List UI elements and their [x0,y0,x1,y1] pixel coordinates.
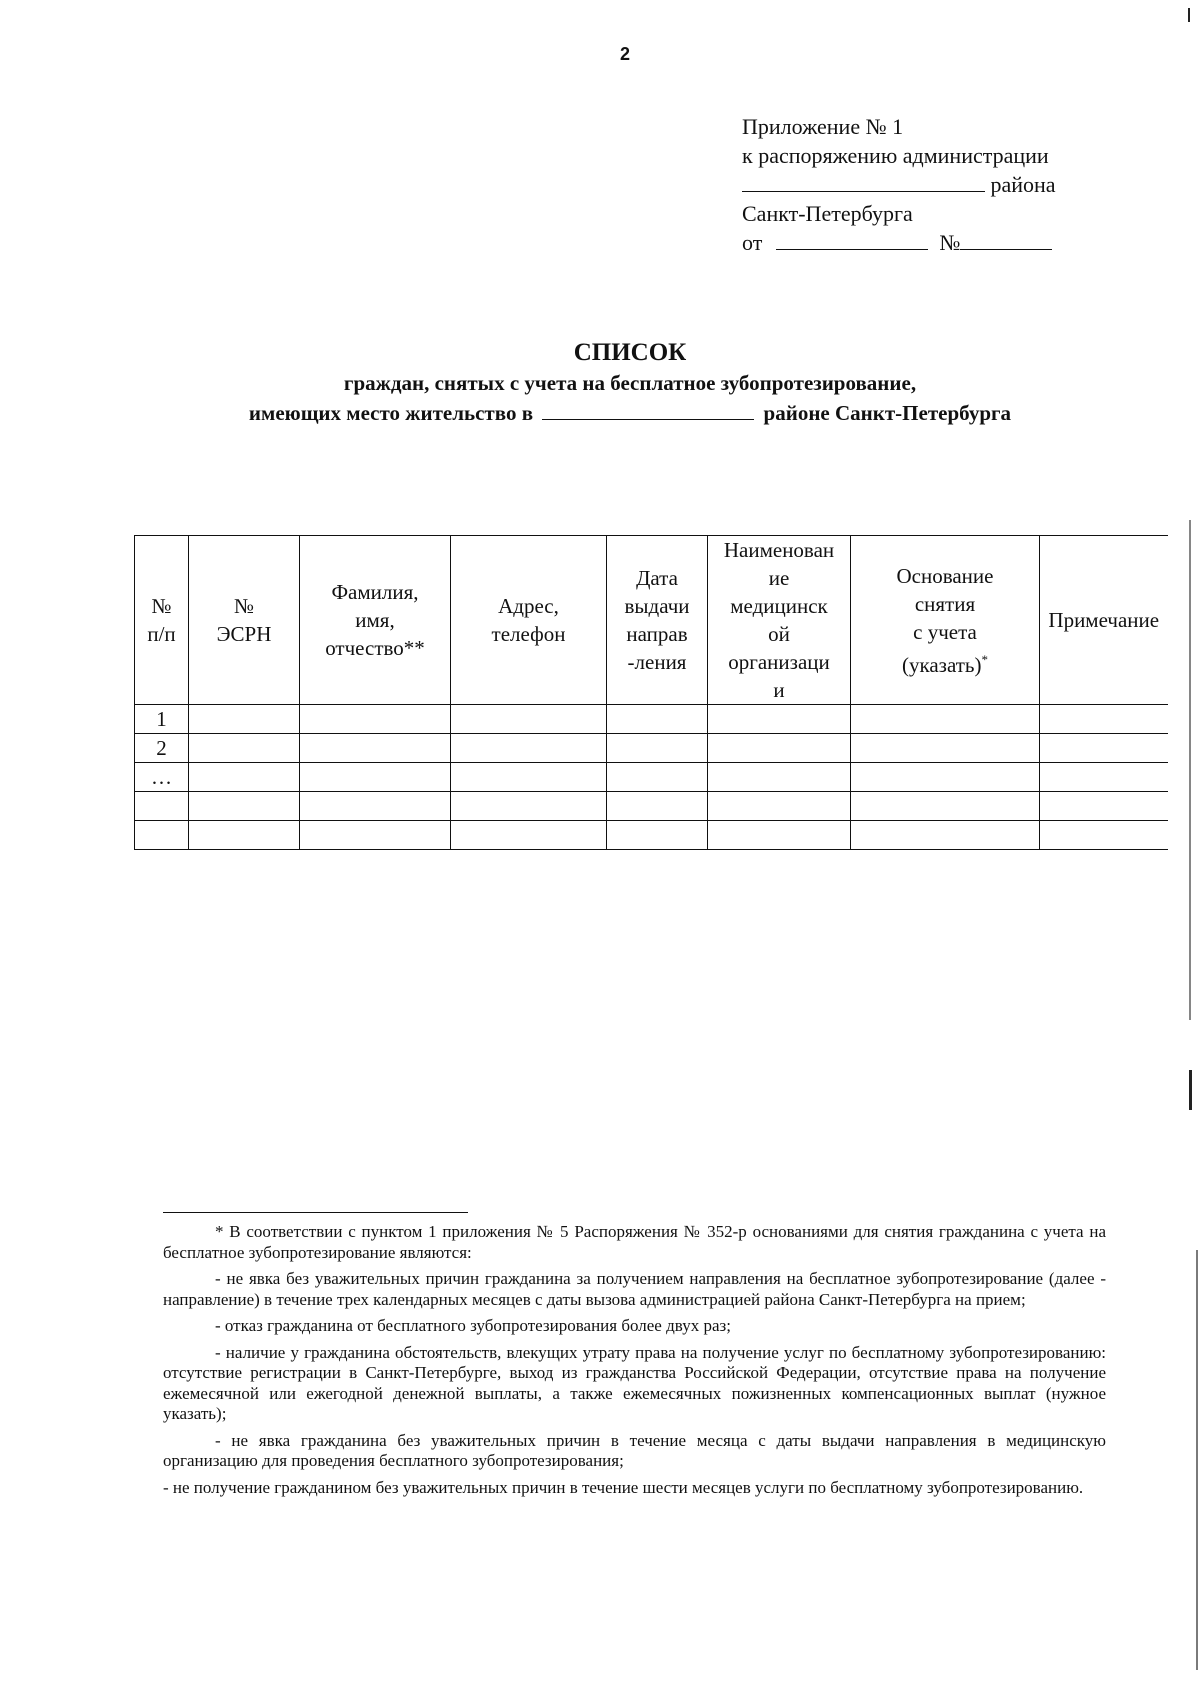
header-text: Основание [896,563,994,588]
table-cell: 2 [135,734,189,763]
header-col-number [135,536,189,705]
table-cell [300,763,451,792]
table-row [135,763,1168,792]
table-header-row [135,536,1168,705]
header-col-fullname [300,536,451,705]
table-cell [607,705,708,734]
header-text: направ [626,622,688,646]
footnote-intro: * В соответствии с пунктом 1 приложения № 5 Распоряжения № 352-р основаниями для снятия гражданина с учета на бесплатное зубопротезирование являются: [163,1222,1106,1262]
table-cell [300,792,451,821]
table-cell [189,705,300,734]
table-cell [607,734,708,763]
header-text: Дата [636,566,678,590]
table-cell [708,734,851,763]
table-cell [1040,763,1168,792]
table-cell [451,821,607,850]
number-blank [960,229,1052,250]
table-cell: … [135,763,189,792]
table-cell [451,705,607,734]
appendix-date-number-line [742,228,1056,257]
header-text: Примечание [1048,608,1160,632]
page-number: 2 [620,44,631,64]
header-text: имя, [355,608,395,632]
table-cell [189,821,300,850]
header-text: и [773,678,785,702]
header-text: № [151,594,172,618]
header-text: -ления [627,650,687,674]
header-text: (указать)* [901,651,989,677]
table-row [135,821,1168,850]
footnote-item-4: - не явка гражданина без уважительных причин в течение месяца с даты выдачи направления в медицинскую организацию для проведения бесплатного зубопротезирования; [163,1430,1106,1470]
table-cell [607,821,708,850]
title-district-line [100,398,1160,428]
footnote-item-3: - наличие у гражданина обстоятельств, влекущих утрату права на получение услуг по бесплатному зубопротезированию: отсутствие регистрации в Санкт-Петербурге, выход из гражданства Российской Федерации, отсутствие права на получение ежемесячной или ежегодной денежной выплаты, а также ежемесячных пожизненных компенсационных выплат (нужное указать); [163,1342,1106,1423]
header-text: организаци [728,650,830,674]
footnote-rule [163,1212,468,1213]
header-text: п/п [147,622,176,646]
appendix-title: Приложение № 1 [742,114,904,139]
title-prefix: имеющих место жительство в [248,401,534,425]
header-text: с учета [913,619,977,644]
table-cell [708,705,851,734]
table-cell [708,763,851,792]
table-cell [708,821,851,850]
table-cell [851,763,1040,792]
appendix-order-ref: к распоряжению администрации [742,143,1049,168]
header-text: выдачи [624,594,690,618]
district-suffix: района [990,172,1056,197]
district-blank [742,171,985,192]
header-col-notes [1040,536,1168,705]
header-text: отчество** [325,636,425,660]
header-col-address [451,536,607,705]
scan-edge-mark [1189,1070,1192,1110]
header-text: Фамилия, [331,580,419,604]
table-cell [1040,821,1168,850]
footnote-item-2: - отказ гражданина от бесплатного зубопротезирования более двух раз; [215,1316,731,1335]
header-text: № [233,594,255,618]
table-cell [300,734,451,763]
date-blank [776,229,928,250]
header-text: ой [768,622,790,646]
title-suffix: районе Санкт-Петербурга [763,401,1012,425]
table-cell [851,705,1040,734]
number-label: № [939,230,961,255]
table-row [135,734,1168,763]
appendix-city: Санкт-Петербурга [742,201,913,226]
document-title [100,338,1160,428]
title-district-blank [542,399,754,420]
footnote-item-1: - не явка без уважительных причин гражданина за получением направления на бесплатное зубопротезирование (далее - направление) в течение трех календарных месяцев с даты вызова администрацией района Санкт-Петербурга на прием; [163,1269,1106,1309]
table-cell [607,763,708,792]
footnote [163,1222,1106,1504]
header-text: медицинск [730,594,828,618]
header-text: ЭСРН [216,622,272,646]
table-cell [851,734,1040,763]
scan-edge-mark [1189,520,1191,1020]
table-cell [189,763,300,792]
table-cell [300,821,451,850]
date-label: от [742,230,763,255]
title-main: СПИСОК [573,339,687,366]
header-col-removal-reason [851,536,1040,705]
header-col-medical-org [708,536,851,705]
header-col-issue-date [607,536,708,705]
appendix-block [742,112,1056,257]
table-cell [135,792,189,821]
table-row [135,705,1168,734]
table-cell [451,763,607,792]
header-text: Адрес, [498,594,559,618]
citizens-table [134,535,1168,850]
header-text: Наименован [723,538,835,562]
scan-edge-mark [1188,8,1190,22]
footnote-item-5: - не получение гражданином без уважительных причин в течение шести месяцев услуги по бесплатному зубопротезированию. [163,1477,1084,1497]
table-row [135,792,1168,821]
appendix-district-line [742,170,1056,199]
table-cell [189,734,300,763]
table-cell [851,792,1040,821]
table-cell [451,734,607,763]
table-body [135,705,1168,850]
table-cell: 1 [135,705,189,734]
table-cell [851,821,1040,850]
header-text: снятия [914,591,976,616]
table-cell [135,821,189,850]
table-cell [1040,734,1168,763]
table-cell [451,792,607,821]
table-cell [1040,792,1168,821]
table-cell [607,792,708,821]
header-text: телефон [491,622,566,646]
table-cell [189,792,300,821]
header-col-esrn [189,536,300,705]
table-cell [708,792,851,821]
table-cell [1040,705,1168,734]
scan-edge-mark [1196,1250,1198,1670]
header-text: ие [768,566,790,590]
table-cell [300,705,451,734]
title-subtitle: граждан, снятых с учета на бесплатное зубопротезирование, [343,371,917,395]
